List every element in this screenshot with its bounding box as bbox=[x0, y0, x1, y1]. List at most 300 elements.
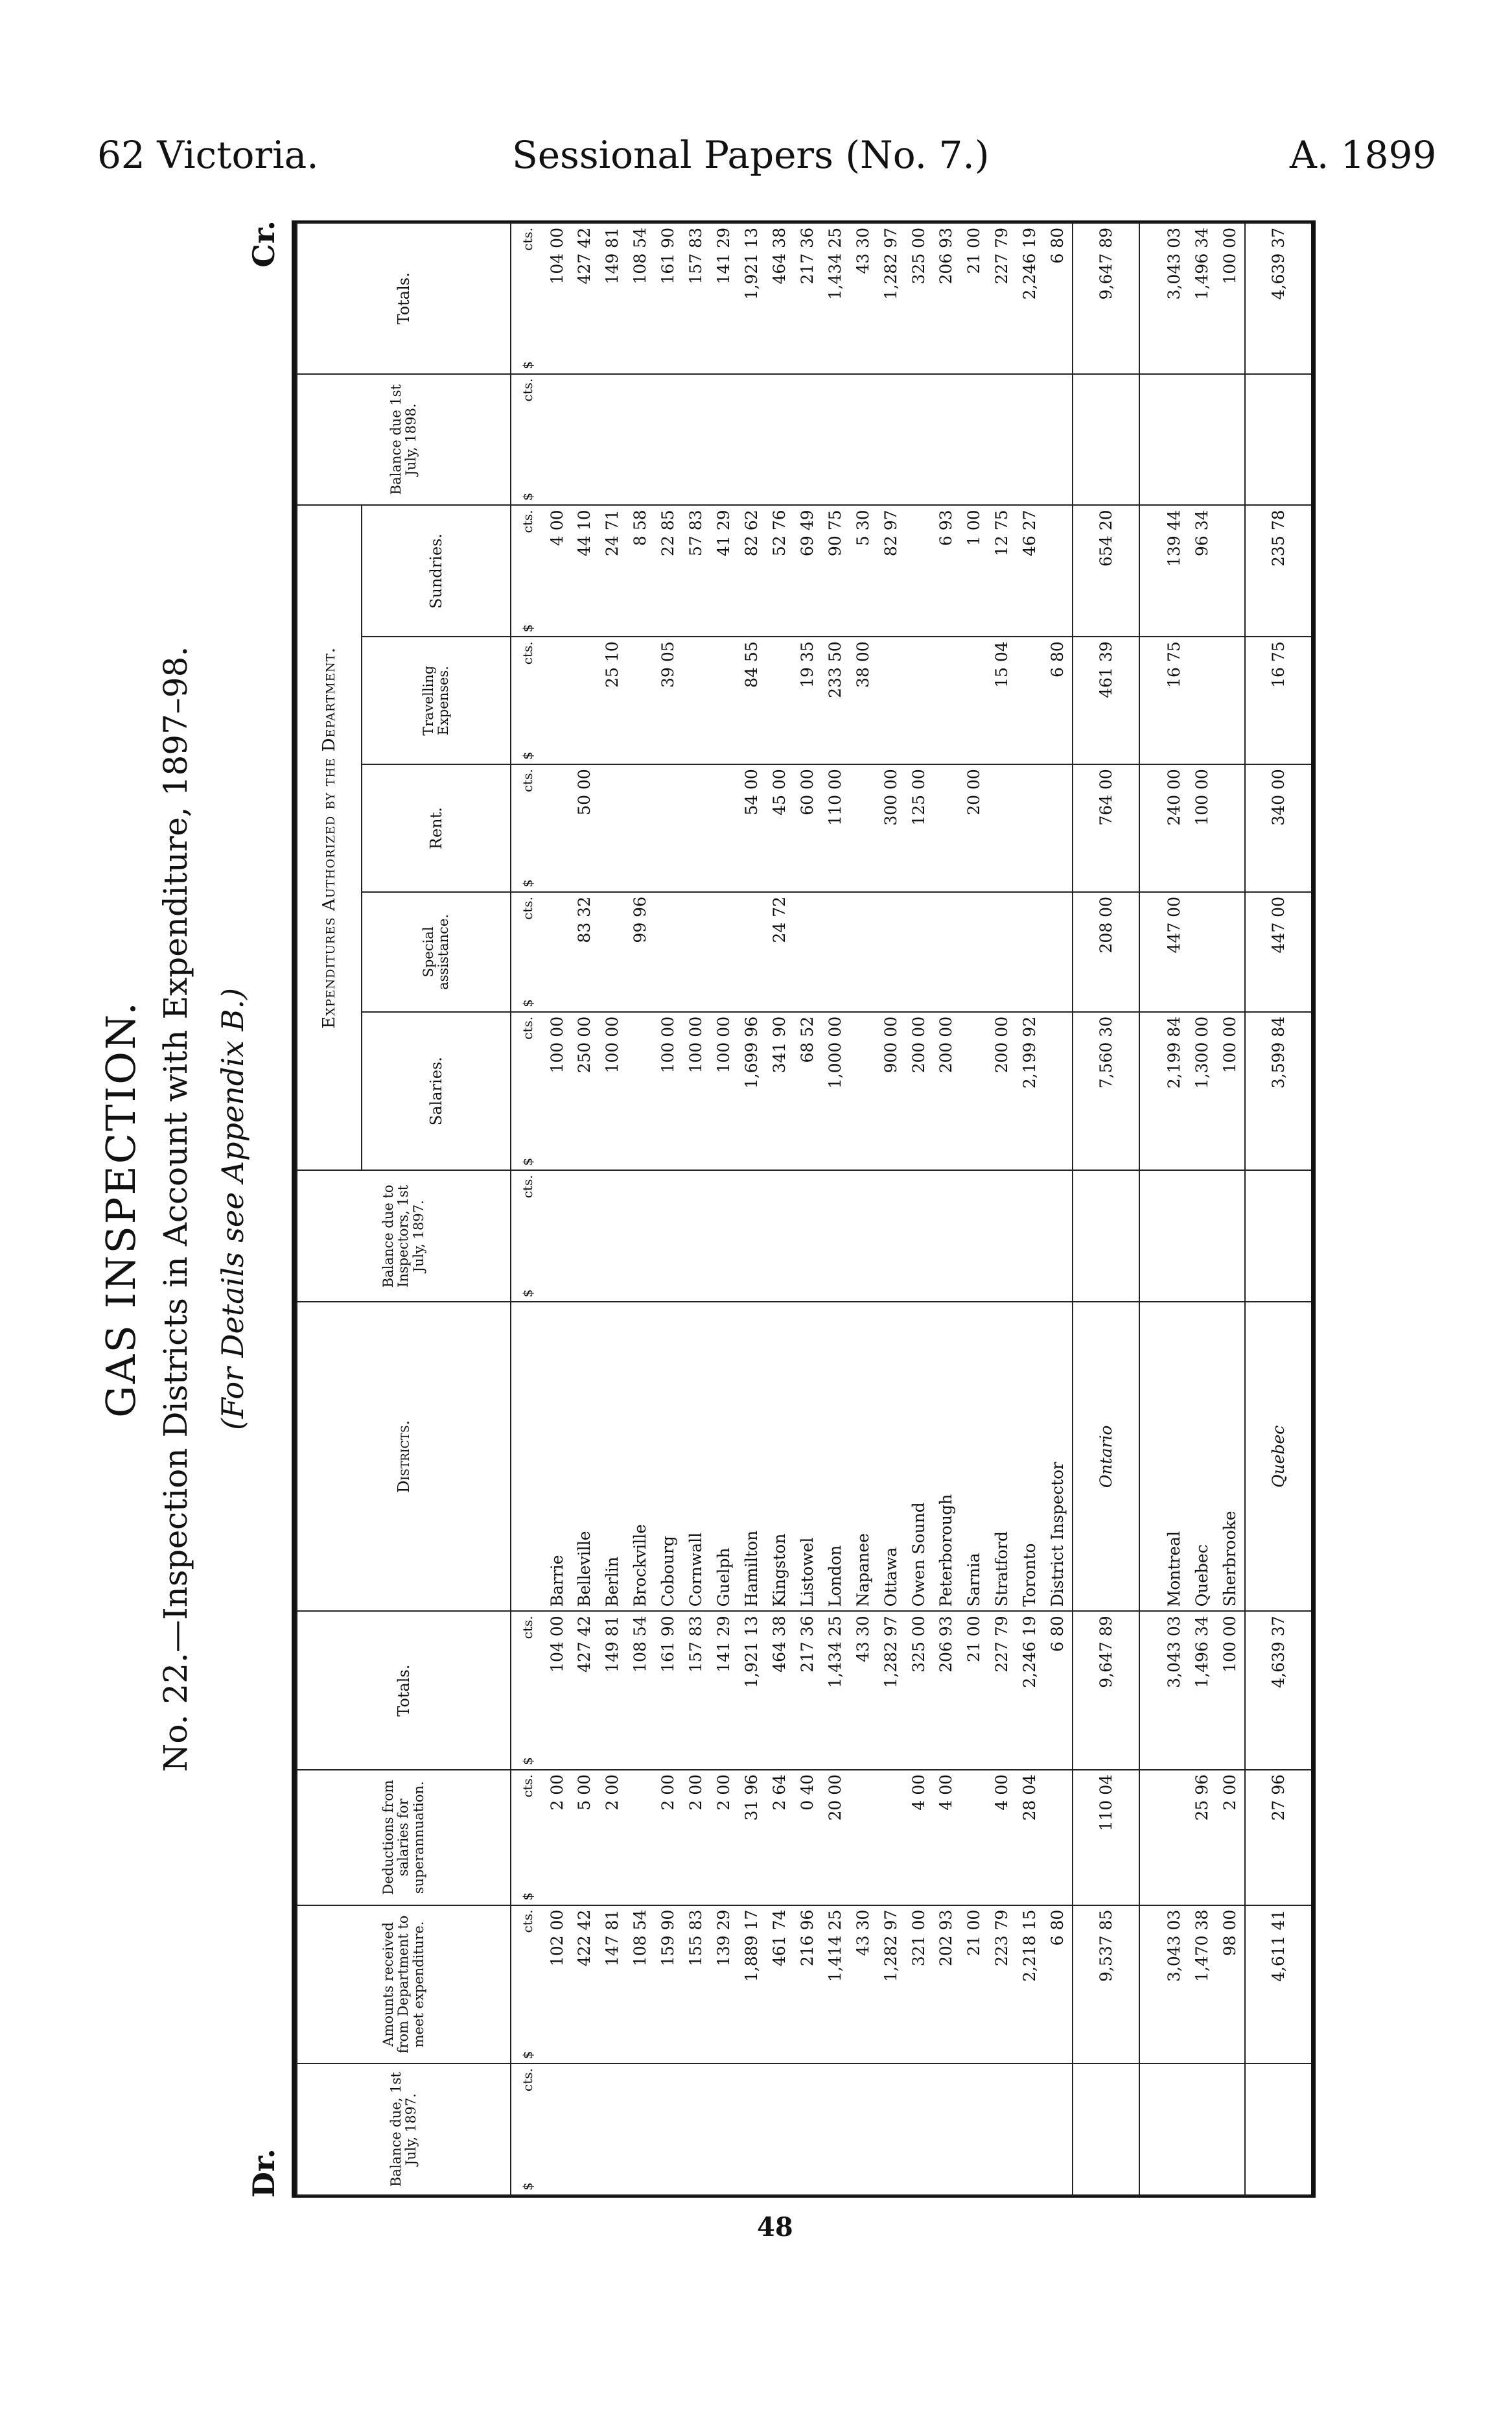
special-cell bbox=[905, 892, 933, 1012]
travelling-cell bbox=[543, 637, 571, 764]
sundries-cell bbox=[1044, 505, 1073, 637]
district-name: Guelph bbox=[710, 1302, 738, 1611]
rent-total: 764 00 bbox=[1073, 764, 1139, 892]
deductions-total: 27 96 bbox=[1245, 1770, 1311, 1905]
district-name: Kingston bbox=[765, 1302, 793, 1611]
travelling-cell bbox=[933, 637, 960, 764]
empty-cell bbox=[933, 2063, 960, 2195]
rent-cell bbox=[682, 764, 710, 892]
table-body bbox=[511, 223, 1311, 2195]
rent-total: 340 00 bbox=[1245, 764, 1311, 892]
col-travelling: Travelling Expenses. bbox=[362, 637, 511, 764]
cents-unit: cts. bbox=[519, 1175, 535, 1199]
rent-cell bbox=[1216, 764, 1245, 892]
spacer-row bbox=[1139, 223, 1161, 2195]
empty-cell bbox=[849, 2063, 877, 2195]
unit-cell bbox=[511, 892, 543, 1012]
travelling-cell bbox=[905, 637, 933, 764]
total-cell: 6 80 bbox=[1044, 1611, 1073, 1770]
received-cell: 1,889 17 bbox=[738, 1905, 766, 2064]
empty-cell bbox=[1216, 1170, 1245, 1302]
col-totals-left: Totals. bbox=[297, 1611, 511, 1770]
rent-cell bbox=[655, 764, 682, 892]
total-cell: 149 81 bbox=[599, 1611, 627, 1770]
deductions-cell: 4 00 bbox=[988, 1770, 1016, 1905]
special-cell: 24 72 bbox=[765, 892, 793, 1012]
empty-cell bbox=[627, 2063, 655, 2195]
salaries-cell: 200 00 bbox=[988, 1012, 1016, 1171]
dollar-unit: $ bbox=[519, 360, 535, 370]
deductions-cell bbox=[1161, 1770, 1189, 1905]
empty-cell bbox=[765, 374, 793, 506]
sundries-cell: 96 34 bbox=[1189, 505, 1216, 637]
empty-cell bbox=[1161, 1170, 1189, 1302]
table-row bbox=[765, 223, 793, 2195]
total-cell: 108 54 bbox=[627, 1611, 655, 1770]
total_r-cell: 108 54 bbox=[627, 223, 655, 374]
special-cell bbox=[682, 892, 710, 1012]
dollar-unit: $ bbox=[519, 2182, 535, 2191]
travelling-cell bbox=[765, 637, 793, 764]
empty-cell bbox=[1016, 2063, 1044, 2195]
empty-cell bbox=[1245, 1170, 1311, 1302]
district-name: District Inspector bbox=[1044, 1302, 1073, 1611]
empty-cell bbox=[960, 1170, 988, 1302]
rent-cell: 45 00 bbox=[765, 764, 793, 892]
received-cell: 1,414 25 bbox=[821, 1905, 849, 2064]
travelling-cell: 19 35 bbox=[793, 637, 821, 764]
col-amounts-received: Amounts received from Department to meet expenditure. bbox=[297, 1905, 511, 2064]
sundries-cell: 1 00 bbox=[960, 505, 988, 637]
special-cell bbox=[933, 892, 960, 1012]
total_r-cell: 6 80 bbox=[1044, 223, 1073, 374]
empty-cell bbox=[933, 1170, 960, 1302]
travelling-cell bbox=[877, 637, 905, 764]
special-cell bbox=[877, 892, 905, 1012]
received-total: 4,611 41 bbox=[1245, 1905, 1311, 2064]
empty-cell bbox=[1245, 374, 1311, 506]
empty-cell bbox=[960, 374, 988, 506]
district-name: Berlin bbox=[599, 1302, 627, 1611]
empty-cell bbox=[988, 374, 1016, 506]
deductions-cell: 2 00 bbox=[655, 1770, 682, 1905]
empty-cell bbox=[960, 2063, 988, 2195]
col-balance-1897: Balance due, 1st July, 1897. bbox=[297, 2063, 511, 2195]
table-row bbox=[710, 223, 738, 2195]
rent-cell bbox=[849, 764, 877, 892]
deductions-cell: 2 00 bbox=[710, 1770, 738, 1905]
col-totals-right: Totals. bbox=[297, 223, 511, 374]
rent-cell bbox=[599, 764, 627, 892]
received-cell: 139 29 bbox=[710, 1905, 738, 2064]
travelling-cell bbox=[710, 637, 738, 764]
empty-cell bbox=[571, 1170, 599, 1302]
travelling-cell: 6 80 bbox=[1044, 637, 1073, 764]
total-cell: 1,434 25 bbox=[821, 1611, 849, 1770]
deductions-cell: 2 00 bbox=[599, 1770, 627, 1905]
unit-cell bbox=[511, 223, 543, 374]
sundries-cell: 4 00 bbox=[543, 505, 571, 637]
received-cell: 43 30 bbox=[849, 1905, 877, 2064]
deductions-cell bbox=[960, 1770, 988, 1905]
empty-cell bbox=[905, 1170, 933, 1302]
empty-cell bbox=[599, 1170, 627, 1302]
table-row bbox=[571, 223, 599, 2195]
empty-cell bbox=[849, 1170, 877, 1302]
special-cell bbox=[960, 892, 988, 1012]
dollar-unit: $ bbox=[519, 879, 535, 888]
col-balance-inspectors: Balance due to Inspectors, 1st July, 1897. bbox=[297, 1170, 511, 1302]
received-cell: 6 80 bbox=[1044, 1905, 1073, 2064]
empty-cell bbox=[1161, 2063, 1189, 2195]
table-row bbox=[933, 223, 960, 2195]
total-cell: 43 30 bbox=[849, 1611, 877, 1770]
district-name: Ottawa bbox=[877, 1302, 905, 1611]
empty-cell bbox=[1216, 374, 1245, 506]
empty-cell bbox=[1016, 374, 1044, 506]
spacer-cell bbox=[1139, 892, 1161, 1012]
special-cell bbox=[1016, 892, 1044, 1012]
empty-cell bbox=[1044, 2063, 1073, 2195]
total-cell: 1,282 97 bbox=[877, 1611, 905, 1770]
total-cell: 464 38 bbox=[765, 1611, 793, 1770]
spacer-cell bbox=[1139, 2063, 1161, 2195]
sundries-cell: 90 75 bbox=[821, 505, 849, 637]
rent-cell: 125 00 bbox=[905, 764, 933, 892]
unit-cell bbox=[511, 374, 543, 506]
received-cell: 422 42 bbox=[571, 1905, 599, 2064]
dollar-unit: $ bbox=[519, 492, 535, 501]
total_r-cell: 1,921 13 bbox=[738, 223, 766, 374]
district-name: Peterborough bbox=[933, 1302, 960, 1611]
total_r-cell: 149 81 bbox=[599, 223, 627, 374]
empty-cell bbox=[765, 2063, 793, 2195]
travelling-cell bbox=[1189, 637, 1216, 764]
rent-cell: 50 00 bbox=[571, 764, 599, 892]
spacer-cell bbox=[1139, 1611, 1161, 1770]
dollar-unit: $ bbox=[519, 999, 535, 1007]
total-total: 4,639 37 bbox=[1245, 1611, 1311, 1770]
rent-cell: 54 00 bbox=[738, 764, 766, 892]
salaries-cell: 100 00 bbox=[655, 1012, 682, 1171]
received-cell: 223 79 bbox=[988, 1905, 1016, 2064]
salaries-total: 7,560 30 bbox=[1073, 1012, 1139, 1171]
travelling-cell: 16 75 bbox=[1161, 637, 1189, 764]
province-name: Quebec bbox=[1245, 1302, 1311, 1611]
header-sessional-papers: Sessional Papers (No. 7.) bbox=[512, 133, 990, 177]
rotated-table-page bbox=[97, 220, 1322, 2198]
empty-cell bbox=[877, 2063, 905, 2195]
total-cell: 427 42 bbox=[571, 1611, 599, 1770]
received-cell: 216 96 bbox=[793, 1905, 821, 2064]
sundries-cell: 52 76 bbox=[765, 505, 793, 637]
document-subtitle: No. 22.—Inspection Districts in Account with Expenditure, 1897–98. bbox=[157, 646, 194, 1772]
empty-cell bbox=[821, 374, 849, 506]
table-row bbox=[1189, 223, 1216, 2195]
sundries-cell: 24 71 bbox=[599, 505, 627, 637]
empty-cell bbox=[571, 374, 599, 506]
unit-blank bbox=[511, 1302, 543, 1611]
special-cell bbox=[1189, 892, 1216, 1012]
empty-cell bbox=[1189, 2063, 1216, 2195]
received-cell: 321 00 bbox=[905, 1905, 933, 2064]
total-cell: 104 00 bbox=[543, 1611, 571, 1770]
account-table bbox=[292, 220, 1316, 2198]
salaries-cell: 100 00 bbox=[710, 1012, 738, 1171]
empty-cell bbox=[1016, 1170, 1044, 1302]
rent-cell: 110 00 bbox=[821, 764, 849, 892]
sundries-cell: 69 49 bbox=[793, 505, 821, 637]
deductions-cell: 31 96 bbox=[738, 1770, 766, 1905]
table-row bbox=[1016, 223, 1044, 2195]
total_r-cell: 325 00 bbox=[905, 223, 933, 374]
special-total: 447 00 bbox=[1245, 892, 1311, 1012]
unit-cell bbox=[511, 1905, 543, 2064]
spacer-cell bbox=[1139, 1905, 1161, 2064]
salaries-cell: 1,300 00 bbox=[1189, 1012, 1216, 1171]
salaries-cell bbox=[627, 1012, 655, 1171]
table-row bbox=[821, 223, 849, 2195]
special-cell bbox=[710, 892, 738, 1012]
special-cell bbox=[821, 892, 849, 1012]
special-cell bbox=[988, 892, 1016, 1012]
empty-cell bbox=[1044, 374, 1073, 506]
empty-cell bbox=[933, 374, 960, 506]
empty-cell bbox=[571, 2063, 599, 2195]
salaries-cell: 100 00 bbox=[543, 1012, 571, 1171]
received-cell: 108 54 bbox=[627, 1905, 655, 2064]
spacer-cell bbox=[1139, 1170, 1161, 1302]
total_r-cell: 3,043 03 bbox=[1161, 223, 1189, 374]
district-name: Napanee bbox=[849, 1302, 877, 1611]
total_r-cell: 157 83 bbox=[682, 223, 710, 374]
total_r-cell: 1,434 25 bbox=[821, 223, 849, 374]
debit-label: Dr. bbox=[246, 2148, 281, 2198]
special-cell: 83 32 bbox=[571, 892, 599, 1012]
total_r-cell: 161 90 bbox=[655, 223, 682, 374]
cents-unit: cts. bbox=[519, 897, 535, 920]
empty-cell bbox=[682, 374, 710, 506]
deductions-cell: 4 00 bbox=[905, 1770, 933, 1905]
received-cell: 147 81 bbox=[599, 1905, 627, 2064]
empty-cell bbox=[710, 2063, 738, 2195]
table-row bbox=[627, 223, 655, 2195]
unit-cell bbox=[511, 1012, 543, 1171]
sundries-cell: 8 58 bbox=[627, 505, 655, 637]
table-row bbox=[988, 223, 1016, 2195]
travelling-cell: 233 50 bbox=[821, 637, 849, 764]
col-sundries: Sundries. bbox=[362, 505, 511, 637]
table-row bbox=[599, 223, 627, 2195]
sundries-total: 654 20 bbox=[1073, 505, 1139, 637]
empty-cell bbox=[543, 1170, 571, 1302]
sundries-cell: 44 10 bbox=[571, 505, 599, 637]
spacer-cell bbox=[1139, 505, 1161, 637]
empty-cell bbox=[821, 1170, 849, 1302]
salaries-cell: 100 00 bbox=[599, 1012, 627, 1171]
total_r-total: 9,647 89 bbox=[1073, 223, 1139, 374]
table-row bbox=[655, 223, 682, 2195]
total-cell: 161 90 bbox=[655, 1611, 682, 1770]
empty-cell bbox=[627, 374, 655, 506]
total_r-cell: 1,282 97 bbox=[877, 223, 905, 374]
spacer-cell bbox=[1139, 637, 1161, 764]
district-name: Sherbrooke bbox=[1216, 1302, 1245, 1611]
empty-cell bbox=[793, 374, 821, 506]
travelling-cell bbox=[627, 637, 655, 764]
dollar-unit: $ bbox=[519, 1757, 535, 1765]
credit-label: Cr. bbox=[246, 220, 281, 268]
total-cell: 227 79 bbox=[988, 1611, 1016, 1770]
travelling-cell bbox=[571, 637, 599, 764]
table-row bbox=[738, 223, 766, 2195]
deductions-cell bbox=[849, 1770, 877, 1905]
received-cell: 2,218 15 bbox=[1016, 1905, 1044, 2064]
table-row bbox=[793, 223, 821, 2195]
spacer-cell bbox=[1139, 223, 1161, 374]
deductions-cell: 2 64 bbox=[765, 1770, 793, 1905]
empty-cell bbox=[905, 374, 933, 506]
total_r-cell: 227 79 bbox=[988, 223, 1016, 374]
total-cell: 1,921 13 bbox=[738, 1611, 766, 1770]
cents-unit: cts. bbox=[519, 769, 535, 793]
district-name: Barrie bbox=[543, 1302, 571, 1611]
total_r-cell: 2,246 19 bbox=[1016, 223, 1044, 374]
empty-cell bbox=[1073, 1170, 1139, 1302]
col-special-assistance: Special assistance. bbox=[362, 892, 511, 1012]
sundries-cell bbox=[1216, 505, 1245, 637]
special-cell bbox=[849, 892, 877, 1012]
total_r-cell: 43 30 bbox=[849, 223, 877, 374]
deductions-cell: 28 04 bbox=[1016, 1770, 1044, 1905]
deductions-cell bbox=[1044, 1770, 1073, 1905]
unit-cell bbox=[511, 505, 543, 637]
empty-cell bbox=[765, 1170, 793, 1302]
salaries-cell: 1,000 00 bbox=[821, 1012, 849, 1171]
deductions-cell bbox=[877, 1770, 905, 1905]
cents-unit: cts. bbox=[519, 2068, 535, 2092]
deductions-cell: 25 96 bbox=[1189, 1770, 1216, 1905]
district-name: Sarnia bbox=[960, 1302, 988, 1611]
rent-cell: 300 00 bbox=[877, 764, 905, 892]
salaries-cell bbox=[960, 1012, 988, 1171]
deductions-cell: 20 00 bbox=[821, 1770, 849, 1905]
total-cell: 141 29 bbox=[710, 1611, 738, 1770]
rent-cell bbox=[988, 764, 1016, 892]
total-cell: 206 93 bbox=[933, 1611, 960, 1770]
unit-cell bbox=[511, 637, 543, 764]
empty-cell bbox=[1073, 374, 1139, 506]
travelling-cell: 25 10 bbox=[599, 637, 627, 764]
spacer-cell bbox=[1139, 374, 1161, 506]
empty-cell bbox=[710, 374, 738, 506]
cents-unit: cts. bbox=[519, 1016, 535, 1040]
received-cell: 202 93 bbox=[933, 1905, 960, 2064]
rent-cell bbox=[627, 764, 655, 892]
total_r-cell: 21 00 bbox=[960, 223, 988, 374]
salaries-cell: 2,199 84 bbox=[1161, 1012, 1189, 1171]
total-cell: 217 36 bbox=[793, 1611, 821, 1770]
total-cell: 1,496 34 bbox=[1189, 1611, 1216, 1770]
appendix-note: (For Details see Appendix B.) bbox=[215, 987, 250, 1431]
district-name: Belleville bbox=[571, 1302, 599, 1611]
total_r-cell: 217 36 bbox=[793, 223, 821, 374]
deductions-cell: 2 00 bbox=[682, 1770, 710, 1905]
received-cell: 98 00 bbox=[1216, 1905, 1245, 2064]
total-cell: 3,043 03 bbox=[1161, 1611, 1189, 1770]
received-cell: 3,043 03 bbox=[1161, 1905, 1189, 2064]
empty-cell bbox=[599, 2063, 627, 2195]
empty-cell bbox=[877, 374, 905, 506]
table-row bbox=[682, 223, 710, 2195]
empty-cell bbox=[877, 1170, 905, 1302]
dollar-unit: $ bbox=[519, 2051, 535, 2060]
empty-cell bbox=[738, 2063, 766, 2195]
spacer-cell bbox=[1139, 764, 1161, 892]
cents-unit: cts. bbox=[519, 228, 535, 251]
cents-unit: cts. bbox=[519, 1909, 535, 1933]
spacer-cell bbox=[1139, 1770, 1161, 1905]
empty-cell bbox=[1189, 374, 1216, 506]
total_r-cell: 1,496 34 bbox=[1189, 223, 1216, 374]
header-year: A. 1899 bbox=[1290, 133, 1437, 177]
rent-cell: 240 00 bbox=[1161, 764, 1189, 892]
total-cell: 2,246 19 bbox=[1016, 1611, 1044, 1770]
special-cell bbox=[543, 892, 571, 1012]
empty-cell bbox=[793, 2063, 821, 2195]
unit-cell bbox=[511, 764, 543, 892]
district-name: Brockville bbox=[627, 1302, 655, 1611]
empty-cell bbox=[1044, 1170, 1073, 1302]
received-cell: 461 74 bbox=[765, 1905, 793, 2064]
dollar-unit: $ bbox=[519, 1289, 535, 1298]
cents-unit: cts. bbox=[519, 510, 535, 534]
salaries-cell: 100 00 bbox=[682, 1012, 710, 1171]
table-row bbox=[543, 223, 571, 2195]
rent-cell: 60 00 bbox=[793, 764, 821, 892]
sundries-cell: 82 62 bbox=[738, 505, 766, 637]
table-row bbox=[877, 223, 905, 2195]
document-title: GAS INSPECTION. bbox=[97, 1000, 145, 1418]
province-total-row bbox=[1073, 223, 1139, 2195]
total_r-total: 4,639 37 bbox=[1245, 223, 1311, 374]
table-row bbox=[905, 223, 933, 2195]
salaries-cell: 900 00 bbox=[877, 1012, 905, 1171]
total_r-cell: 104 00 bbox=[543, 223, 571, 374]
cents-unit: cts. bbox=[519, 1616, 535, 1640]
travelling-cell: 39 05 bbox=[655, 637, 682, 764]
sundries-total: 235 78 bbox=[1245, 505, 1311, 637]
sundries-cell: 5 30 bbox=[849, 505, 877, 637]
rent-cell bbox=[1044, 764, 1073, 892]
sundries-cell: 41 29 bbox=[710, 505, 738, 637]
col-expenditures-group: Expenditures Authorized by the Department. bbox=[297, 505, 362, 1170]
dollar-unit: $ bbox=[519, 1157, 535, 1166]
cents-unit: cts. bbox=[519, 641, 535, 665]
sundries-cell bbox=[905, 505, 933, 637]
travelling-cell: 84 55 bbox=[738, 637, 766, 764]
received-cell: 159 90 bbox=[655, 1905, 682, 2064]
empty-cell bbox=[1161, 374, 1189, 506]
special-cell: 447 00 bbox=[1161, 892, 1189, 1012]
empty-cell bbox=[655, 1170, 682, 1302]
special-total: 208 00 bbox=[1073, 892, 1139, 1012]
received-total: 9,537 85 bbox=[1073, 1905, 1139, 2064]
received-cell: 1,282 97 bbox=[877, 1905, 905, 2064]
header-session: 62 Victoria. bbox=[97, 133, 319, 177]
deductions-cell: 5 00 bbox=[571, 1770, 599, 1905]
total-cell: 325 00 bbox=[905, 1611, 933, 1770]
